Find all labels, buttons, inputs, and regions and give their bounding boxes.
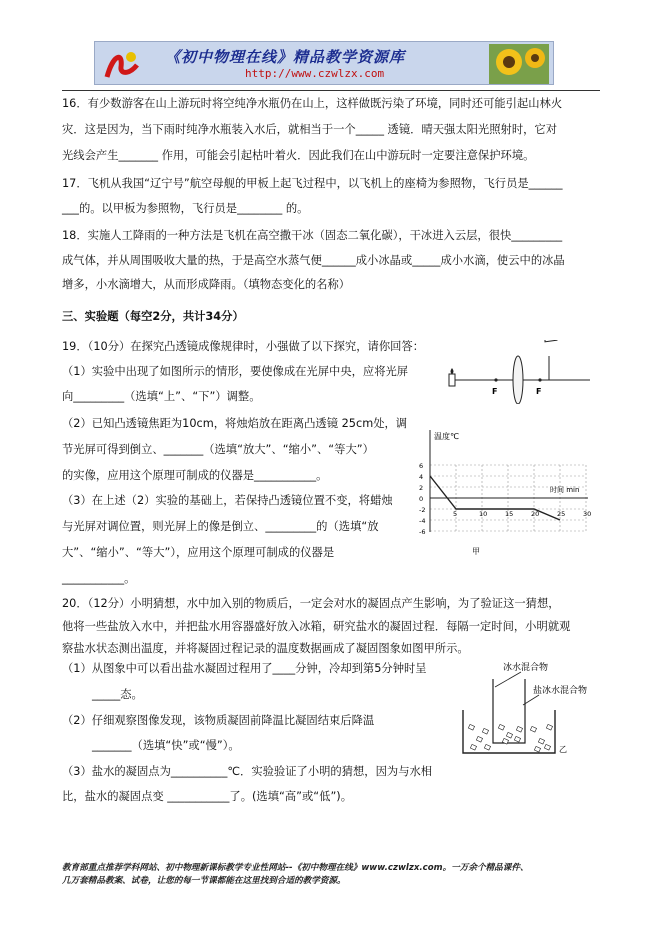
q19-line-9: 大”、“缩小”、“等大”），应用这个原理可制成的仪器是: [62, 546, 335, 559]
q19-line-4: （2）已知凸透镜焦距为10cm，将烛焰放在距离凸透镜 25cm处，调: [62, 417, 408, 430]
graph-caption: 甲: [472, 547, 480, 556]
x-tick-label: 10: [479, 510, 488, 518]
ice-cube: [468, 724, 474, 730]
q20-line-1: 20．（12分）小明猜想，水中加入别的物质后，一定会对水的凝固点产生影响，为了验证这一猜想，: [62, 597, 560, 610]
q20-line-3: 察盐水状态测出温度，并将凝固过程记录的温度数据画成了凝固图象如图甲所示。: [62, 642, 469, 655]
q19-line-1: 19．（10分）在探究凸透镜成像规律时，小强做了以下探究，请你回答：: [62, 340, 425, 353]
x-tick-label: 30: [583, 510, 592, 518]
y-tick-label: 0: [419, 495, 424, 503]
label-ice-water: 冰水混合物: [503, 663, 549, 673]
q17-line-1: 17．飞机从我国“辽宁号”航空母舰的甲板上起飞过程中，以飞机上的座椅为参照物，飞行员是______: [62, 177, 563, 190]
x-tick-label: 20: [531, 510, 540, 518]
focus-label-left: F: [492, 387, 498, 396]
q20-line-2: 他将一些盐放入水中，并把盐水用容器盛好放入冰箱，研究盐水的凝固过程．每隔一定时间，小明就观: [62, 620, 571, 633]
y-tick-labels: [419, 462, 425, 536]
ice-pieces: [468, 724, 552, 752]
q20-line-8: （3）盐水的凝固点为__________℃．实验验证了小明的猜想，因为与水相: [62, 765, 433, 778]
candle-icon: [449, 374, 455, 386]
ice-cube: [484, 744, 490, 750]
footer-line-1: 教育部重点推荐学科网站、初中物理新课标教学专业性网站--《初中物理在线》www.czwlzx.com。一万余个精品课件、: [62, 863, 529, 873]
header-banner: [94, 41, 554, 85]
lens-figure: [430, 340, 620, 404]
header-rule: [62, 90, 600, 91]
graph-xlabel: 时间 min: [550, 486, 580, 494]
x-tick-label: 15: [505, 510, 514, 518]
graph-ylabel: 温度℃: [434, 432, 459, 441]
y-tick-label: -6: [419, 528, 426, 536]
y-tick-label: -4: [419, 517, 426, 525]
convex-lens-icon: [513, 356, 523, 404]
q19-line-8: 与光屏对调位置，则光屏上的像是倒立、_________的（选填“放: [62, 520, 379, 533]
ice-cube: [498, 724, 504, 730]
q20-line-6: （2）仔细观察图像发现，该物质凝固前降温比凝固结束后降温: [62, 714, 375, 727]
x-tick-label: 5: [453, 510, 458, 518]
y-tick-label: -2: [419, 506, 426, 514]
q19-line-6: 的实像，应用这个原理可制成的仪器是___________。: [62, 469, 328, 482]
ice-cube: [482, 728, 488, 734]
section-heading: 三、实验题（每空2分，共计34分）: [62, 310, 244, 323]
beaker-figure: [455, 655, 625, 760]
banner-title: 《初中物理在线》精品教学资源库: [165, 48, 406, 66]
x-tick-labels: [453, 510, 591, 518]
q18-line-2: 成气体，并从周围吸收大量的热，于是高空水蒸气便______成小冰晶或_____成小水滴，使云中的冰晶: [62, 254, 565, 267]
q16-line-2: 灾．这是因为，当下雨时纯净水瓶装入水后，就相当于一个_____ 透镜．晴天强太阳光照射时，它对: [62, 123, 558, 136]
q19-line-2: （1）实验中出现了如图所示的情形，要使像成在光屏中央，应将光屏: [62, 365, 409, 378]
ice-cube: [516, 726, 522, 732]
q19-line-7: （3）在上述（2）实验的基础上，若保持凸透镜位置不变，将蜡烛: [62, 494, 393, 507]
x-tick-label: 25: [557, 510, 566, 518]
focus-left: [494, 378, 497, 381]
y-tick-label: 4: [419, 473, 424, 481]
q20-line-9: 比，盐水的凝固点变 ___________了。(选填“高”或“低”)。: [62, 790, 352, 803]
flame-icon: [451, 368, 454, 374]
ice-cube: [530, 726, 536, 732]
y-tick-label: 2: [419, 484, 424, 492]
temperature-graph: [418, 428, 610, 558]
ice-cube: [534, 746, 540, 752]
q19-line-3: 向_________（选填“上”、“下”）调整。: [62, 390, 261, 403]
beaker-caption: 乙: [559, 745, 567, 754]
q19-line-5: 节光屏可得到倒立、_______（选填“放大”、“缩小”、“等大”）: [62, 443, 374, 456]
q20-line-4: （1）从图象中可以看出盐水凝固过程用了____分钟，冷却到第5分钟时呈: [62, 662, 427, 675]
sunflower-icon: [489, 44, 549, 84]
footer-line-2: 几万套精品教案、试卷，让您的每一节课都能在这里找到合适的教学资源。: [62, 876, 346, 886]
q17-line-2: ___的。以甲板为参照物，飞行员是________ 的。: [62, 202, 309, 215]
q19-line-10: ___________。: [62, 572, 136, 585]
site-logo-icon: [103, 47, 141, 81]
q20-line-5: _____态。: [92, 688, 143, 701]
q18-line-3: 增多，小水滴增大，从而形成降雨。（填物态变化的名称）: [62, 278, 351, 291]
q16-line-1: 16．有少数游客在山上游玩时将空纯净水瓶仍在山上，这样做既污染了环境，同时还可能引起山林火: [62, 97, 563, 110]
q18-line-1: 18．实施人工降雨的一种方法是飞机在高空撒干冰（固态二氧化碳），干冰进入云层，很快_________: [62, 229, 563, 242]
ice-cube: [538, 738, 544, 744]
label-salt-ice-water: 盐冰水混合物: [533, 686, 588, 696]
ice-cube: [544, 744, 550, 750]
y-tick-label: 6: [419, 462, 424, 470]
banner-url: http://www.czwlzx.com: [245, 67, 385, 80]
q16-line-3: 光线会产生_______ 作用，可能会引起枯叶着火．因此我们在山中游玩时一定要注意保护环境。: [62, 149, 535, 162]
q20-line-7: _______（选填“快”或“慢”）。: [92, 739, 240, 752]
ice-cube: [546, 724, 552, 730]
focus-right: [538, 378, 541, 381]
ice-cube: [514, 736, 520, 742]
light-screen-icon: [545, 340, 557, 342]
footer: [62, 862, 602, 888]
ice-cube: [476, 736, 482, 742]
focus-label-right: F: [536, 387, 542, 396]
ice-cube: [470, 744, 476, 750]
ice-cube: [506, 732, 512, 738]
